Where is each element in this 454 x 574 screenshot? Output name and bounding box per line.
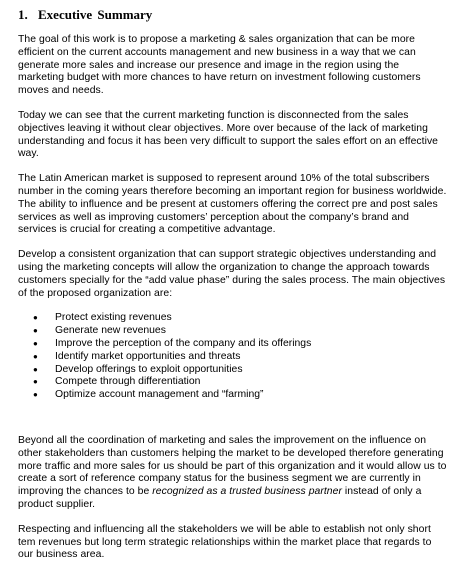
bullet-icon: ● [33,326,38,336]
bullet-icon: ● [33,313,38,323]
bullet-icon: ● [33,364,38,374]
objectives-list [18,312,448,402]
section-title: Executive Summary [38,7,153,22]
bullet-icon: ● [33,377,38,387]
list-item: ● Protect existing revenues [18,312,448,325]
paragraph-stakeholders: Beyond all the coordination of marketing and sales the improvement on the influence on other stakeholders than customers helping the market to be developed therefore generating more traffic and more sales for us should be part of this organization and it would allow us to create a sort of reference company status for the business segment we are currently in improving the chances to be recognized as a trusted business partner instead of only a product supplier. [18,434,447,510]
paragraph-goal: The goal of this work is to propose a marketing & sales organization that can be more efficient on the current accounts management and new business in a way that we can generate more sales and increase our presence and image in the region using the marketing budget with more chances to have return on investment following customers moves and needs. [18,34,421,97]
bullet-icon: ● [33,351,38,361]
list-item: ● Improve the perception of the company and its offerings [18,338,448,351]
paragraph-current-state: Today we can see that the current marketing function is disconnected from the sales objectives leaving it without clear objectives. More over because of the lack of marketing understanding and focus it has been very difficult to support the sales effort on an effective way. [18,109,439,160]
paragraph-organization: Develop a consistent organization that can support strategic objectives understanding and using the marketing concepts will allow the organization to change the approach towards customers specially for the “add value phase” during the sales process. The main objectives of the proposed organization are: [18,249,446,299]
section-heading [18,6,448,24]
emphasis-trusted-partner: recognized as a trusted business partner [152,486,342,498]
list-item: ● Optimize account management and “farming” [18,389,448,402]
bullet-icon: ● [33,338,38,348]
list-item: ● Generate new revenues [18,325,448,338]
list-item: ● Compete through differentiation [18,376,448,389]
list-item: ● Develop offerings to exploit opportunities [18,364,448,377]
bullet-icon: ● [33,390,38,400]
list-item: ● Identify market opportunities and threats [18,351,448,364]
section-number: 1. [18,7,28,22]
paragraph-relationships: Respecting and influencing all the stakeholders we will be able to establish not only short tem revenues but long term strategic relationships within the market place that regards to our business area. [18,523,432,561]
paragraph-market: The Latin American market is supposed to represent around 10% of the total subscribers number in the coming years therefore becoming an important region for business worldwide. The ability to influence and be present at customers offering the correct pre and post sales services as well as improving customers’ perception about the company’s brand and services is crucial for creating a competitive advantage. [18,173,447,236]
document-page [18,6,448,574]
